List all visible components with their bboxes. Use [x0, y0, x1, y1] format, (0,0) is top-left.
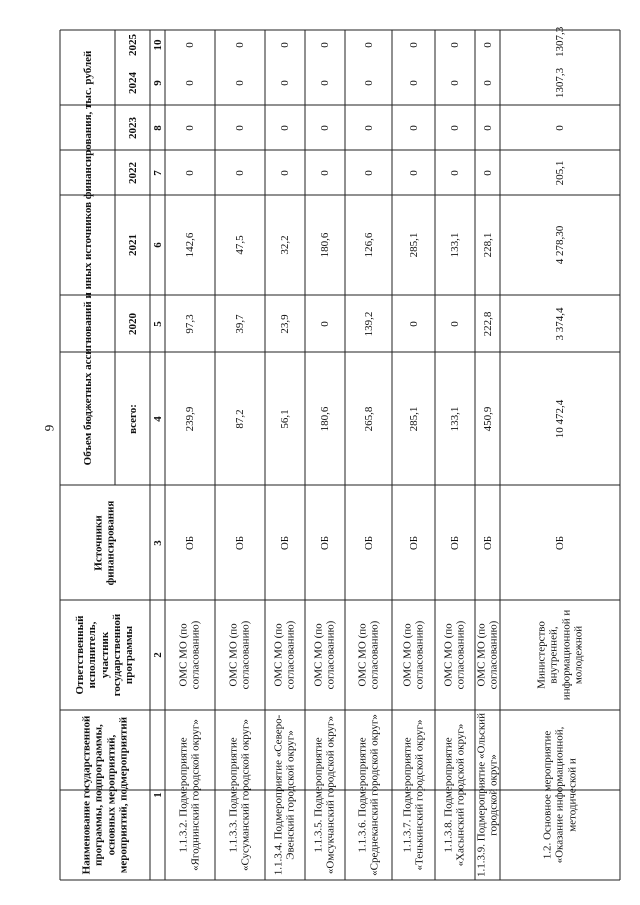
table-row-cell	[265, 295, 305, 352]
row-value-cell: 0	[448, 124, 461, 131]
row-executor-cell: ОМС МО (по согласованию)	[401, 620, 426, 690]
row-value-cell: 0	[448, 42, 461, 48]
row-value-cell: 0	[278, 79, 291, 86]
row-value-cell: 97,3	[183, 313, 196, 334]
row-value-cell: 126,6	[362, 232, 375, 258]
row-name-cell: 1.1.3.5. Подмероприятие «Омсукчанский городской округ»	[312, 715, 337, 875]
row-value-cell: 0	[278, 42, 291, 48]
table-row-cell	[305, 352, 345, 485]
table-row-cell	[500, 195, 620, 295]
table-row-cell	[215, 30, 265, 60]
table-row-cell	[392, 710, 435, 880]
col-number: 7	[151, 169, 164, 176]
table-row-cell	[392, 60, 435, 105]
row-value-cell: 0	[362, 169, 375, 176]
table-row-cell	[435, 195, 475, 295]
row-value-cell: 0	[183, 124, 196, 131]
row-value-cell: 0	[183, 79, 196, 86]
row-name-cell: 1.1.3.7. Подмероприятие «Тенькинский городской округ»	[401, 719, 426, 871]
row-value-cell: 0	[407, 169, 420, 176]
row-value-cell: 0	[481, 42, 494, 48]
row-value-cell: 0	[233, 124, 246, 131]
table-row-cell	[215, 485, 265, 600]
table-row-cell	[345, 710, 392, 880]
table-row-cell	[392, 195, 435, 295]
row-value-cell: 3 374,4	[553, 307, 566, 340]
row-name-cell: 1.1.3.8. Подмероприятие «Хасынский городской округ»	[442, 723, 467, 867]
table-row-cell	[265, 600, 305, 710]
row-value-cell: 285,1	[407, 406, 420, 431]
table-row-cell	[345, 60, 392, 105]
row-source-cell: ОБ	[233, 535, 246, 550]
row-value-cell: 0	[362, 42, 375, 48]
row-value-cell: 0	[362, 79, 375, 86]
table-row-cell	[435, 485, 475, 600]
row-value-cell: 0	[448, 320, 461, 327]
col-number: 9	[151, 79, 164, 86]
row-value-cell: 0	[407, 79, 420, 86]
row-value-cell: 0	[233, 42, 246, 48]
row-value-cell: 133,1	[448, 232, 461, 258]
row-value-cell: 222,8	[481, 311, 494, 336]
row-value-cell: 133,1	[448, 406, 461, 431]
header-year-2021: 2021	[126, 234, 139, 256]
table-row-cell	[305, 710, 345, 880]
row-name-cell: 1.1.3.3. Подмероприятие «Сусуманский городской округ»	[227, 718, 252, 872]
row-value-cell: 0	[318, 42, 331, 48]
table-row-cell	[435, 295, 475, 352]
col-number: 4	[151, 415, 164, 422]
table-row-cell	[345, 295, 392, 352]
table-row-cell	[475, 352, 500, 485]
table-row-cell	[265, 105, 305, 150]
table-row-cell	[305, 60, 345, 105]
row-value-cell: 0	[481, 79, 494, 86]
table-row-cell	[500, 150, 620, 195]
table-row-cell	[165, 30, 215, 60]
table-row-cell	[475, 30, 500, 60]
row-value-cell: 239,9	[183, 406, 196, 431]
row-value-cell: 0	[553, 124, 566, 131]
table-row-cell	[165, 60, 215, 105]
table-row-cell	[215, 352, 265, 485]
row-value-cell: 32,2	[278, 235, 291, 255]
row-source-cell: ОБ	[318, 535, 331, 550]
row-value-cell: 10 472,4	[553, 399, 566, 438]
table-row-cell	[500, 352, 620, 485]
table-row-cell	[475, 195, 500, 295]
row-executor-cell: ОМС МО (по согласованию)	[475, 620, 500, 690]
table-row-cell	[215, 105, 265, 150]
table-row-cell	[500, 485, 620, 600]
table-row-cell	[265, 150, 305, 195]
row-value-cell: 0	[318, 169, 331, 176]
row-value-cell: 0	[233, 79, 246, 86]
table-row-cell	[305, 105, 345, 150]
row-value-cell: 1307,3	[553, 67, 566, 98]
row-value-cell: 0	[448, 169, 461, 176]
table-row-cell	[475, 150, 500, 195]
col-number: 8	[151, 124, 164, 131]
header-year-2024: 2024	[126, 71, 139, 94]
row-value-cell: 180,6	[318, 232, 331, 258]
row-name-cell: 1.1.3.2. Подмероприятие «Ягоднинский городской округ»	[177, 719, 202, 871]
header-year-2022: 2022	[126, 161, 139, 184]
row-value-cell: 23,9	[278, 313, 291, 334]
table-row-cell	[475, 485, 500, 600]
row-source-cell: ОБ	[183, 535, 196, 550]
table-row-cell	[165, 150, 215, 195]
row-value-cell: 56,1	[278, 408, 291, 429]
table-row-cell	[500, 105, 620, 150]
table-row-cell	[392, 352, 435, 485]
row-name-cell: 1.2. Основное мероприятие «Оказание информационной, методической и	[541, 726, 579, 864]
row-executor-cell: ОМС МО (по согласованию)	[177, 620, 202, 690]
header-source: Источники финансирования	[92, 500, 117, 585]
row-value-cell: 0	[407, 124, 420, 131]
row-source-cell: ОБ	[553, 535, 566, 550]
table-row-cell	[500, 295, 620, 352]
row-value-cell: 0	[278, 124, 291, 131]
row-value-cell: 0	[318, 124, 331, 131]
header-year-2025: 2025	[126, 34, 139, 56]
row-name-cell: 1.1.3.4. Подмероприятие «Северо-Эвенский городской округ»	[272, 714, 297, 876]
table-row-cell	[435, 710, 475, 880]
table-row-cell	[305, 295, 345, 352]
row-name-cell: 1.1.3.9. Подмероприятие «Ольский городской округ»	[475, 713, 500, 877]
table-row-cell	[500, 60, 620, 105]
table-row-cell	[215, 150, 265, 195]
page-number: 9	[41, 424, 57, 432]
row-name-cell: 1.1.3.6. Подмероприятие «Среднеканский городской округ»	[356, 714, 381, 876]
table-row-cell	[435, 30, 475, 60]
table-row-cell	[345, 30, 392, 60]
table-row-cell	[475, 105, 500, 150]
row-source-cell: ОБ	[448, 535, 461, 550]
table-row-cell	[165, 195, 215, 295]
table-row-cell	[305, 195, 345, 295]
header-year-2020: 2020	[126, 312, 139, 335]
table-row-cell	[392, 105, 435, 150]
table-row-cell	[265, 710, 305, 880]
table-row-cell	[215, 60, 265, 105]
row-value-cell: 285,1	[407, 232, 420, 258]
header-year-2023: 2023	[126, 116, 139, 139]
row-executor-cell: ОМС МО (по согласованию)	[312, 620, 337, 690]
row-value-cell: 0	[407, 42, 420, 48]
table-row-cell	[392, 150, 435, 195]
table-row-cell	[215, 295, 265, 352]
row-value-cell: 228,1	[481, 232, 494, 258]
table-row-cell	[435, 352, 475, 485]
row-value-cell: 0	[183, 169, 196, 176]
row-executor-cell: ОМС МО (по согласованию)	[272, 620, 297, 690]
table-row-cell	[392, 485, 435, 600]
col-number: 5	[151, 320, 164, 327]
table-row-cell	[165, 105, 215, 150]
table-row-cell	[265, 195, 305, 295]
col-number: 10	[151, 39, 164, 51]
row-value-cell: 0	[448, 79, 461, 86]
row-value-cell: 180,6	[318, 406, 331, 431]
row-executor-cell: ОМС МО (по согласованию)	[442, 620, 467, 690]
table-row-cell	[435, 60, 475, 105]
table-row-cell	[265, 485, 305, 600]
table-row-cell	[165, 295, 215, 352]
table-row-cell	[345, 485, 392, 600]
header-executor: Ответственный исполнитель, участник государственной программы	[74, 613, 136, 697]
row-value-cell: 4 278,30	[553, 225, 566, 265]
row-value-cell: 265,8	[362, 406, 375, 431]
row-executor-cell: Министерство внутренней, информационной и молодежной	[535, 609, 585, 701]
row-value-cell: 205,1	[553, 160, 566, 185]
row-source-cell: ОБ	[407, 535, 420, 550]
table-row-cell	[165, 600, 215, 710]
row-source-cell: ОБ	[362, 535, 375, 550]
table-row-cell	[165, 352, 215, 485]
row-source-cell: ОБ	[278, 535, 291, 550]
table-row-cell	[435, 105, 475, 150]
row-value-cell: 0	[318, 79, 331, 86]
table-row-cell	[475, 600, 500, 710]
row-value-cell: 0	[362, 124, 375, 131]
table-row-cell	[345, 150, 392, 195]
table-row-cell	[345, 105, 392, 150]
table-row-cell	[392, 600, 435, 710]
table-row-cell	[305, 600, 345, 710]
table-row-cell	[215, 195, 265, 295]
table-row-cell	[345, 600, 392, 710]
table-row-cell	[165, 485, 215, 600]
table-row-cell	[305, 150, 345, 195]
table-row-cell	[345, 195, 392, 295]
table-row-cell	[392, 295, 435, 352]
table-row-cell	[165, 710, 215, 880]
row-value-cell: 0	[318, 320, 331, 327]
col-number: 3	[151, 539, 164, 546]
col-number: 2	[151, 652, 164, 658]
row-executor-cell: ОМС МО (по согласованию)	[356, 620, 381, 690]
table-row-cell	[265, 30, 305, 60]
table-row-cell	[500, 26, 620, 60]
table-row-cell	[475, 60, 500, 105]
table-row-cell	[305, 485, 345, 600]
table-row-cell	[500, 600, 620, 710]
table-row-cell	[345, 352, 392, 485]
header-volume: Объем бюджетных ассигнований и иных источников финансирования, тыс. рублей	[81, 50, 94, 465]
table-row-cell	[215, 710, 265, 880]
table-row-cell	[435, 150, 475, 195]
row-value-cell: 142,6	[183, 232, 196, 258]
row-value-cell: 87,2	[233, 408, 246, 429]
table-row-cell	[435, 600, 475, 710]
row-value-cell: 39,7	[233, 313, 246, 334]
header-name: Наименование государственной программы, подпрограммы, основных мероприятий, мероприятий, подмероприятий	[80, 715, 130, 875]
table-row-cell	[215, 600, 265, 710]
col-number: 6	[151, 242, 164, 248]
col-number: 1	[151, 792, 164, 798]
table-row-cell	[475, 295, 500, 352]
table-row-cell	[265, 60, 305, 105]
row-value-cell: 0	[233, 169, 246, 176]
table-row-cell	[265, 352, 305, 485]
row-value-cell: 0	[183, 42, 196, 48]
row-source-cell: ОБ	[481, 535, 494, 550]
table-row-cell	[475, 710, 500, 880]
row-value-cell: 139,2	[362, 311, 375, 336]
table-row-cell	[305, 30, 345, 60]
row-value-cell: 0	[481, 169, 494, 176]
row-value-cell: 450,9	[481, 406, 494, 431]
row-executor-cell: ОМС МО (по согласованию)	[227, 620, 252, 690]
row-value-cell: 47,5	[233, 235, 246, 255]
row-value-cell: 1307,3	[553, 26, 566, 57]
row-value-cell: 0	[481, 124, 494, 131]
header-total: всего:	[126, 403, 139, 434]
row-value-cell: 0	[407, 320, 420, 327]
row-value-cell: 0	[278, 169, 291, 176]
table-row-cell	[392, 30, 435, 60]
table-row-cell	[500, 710, 620, 880]
